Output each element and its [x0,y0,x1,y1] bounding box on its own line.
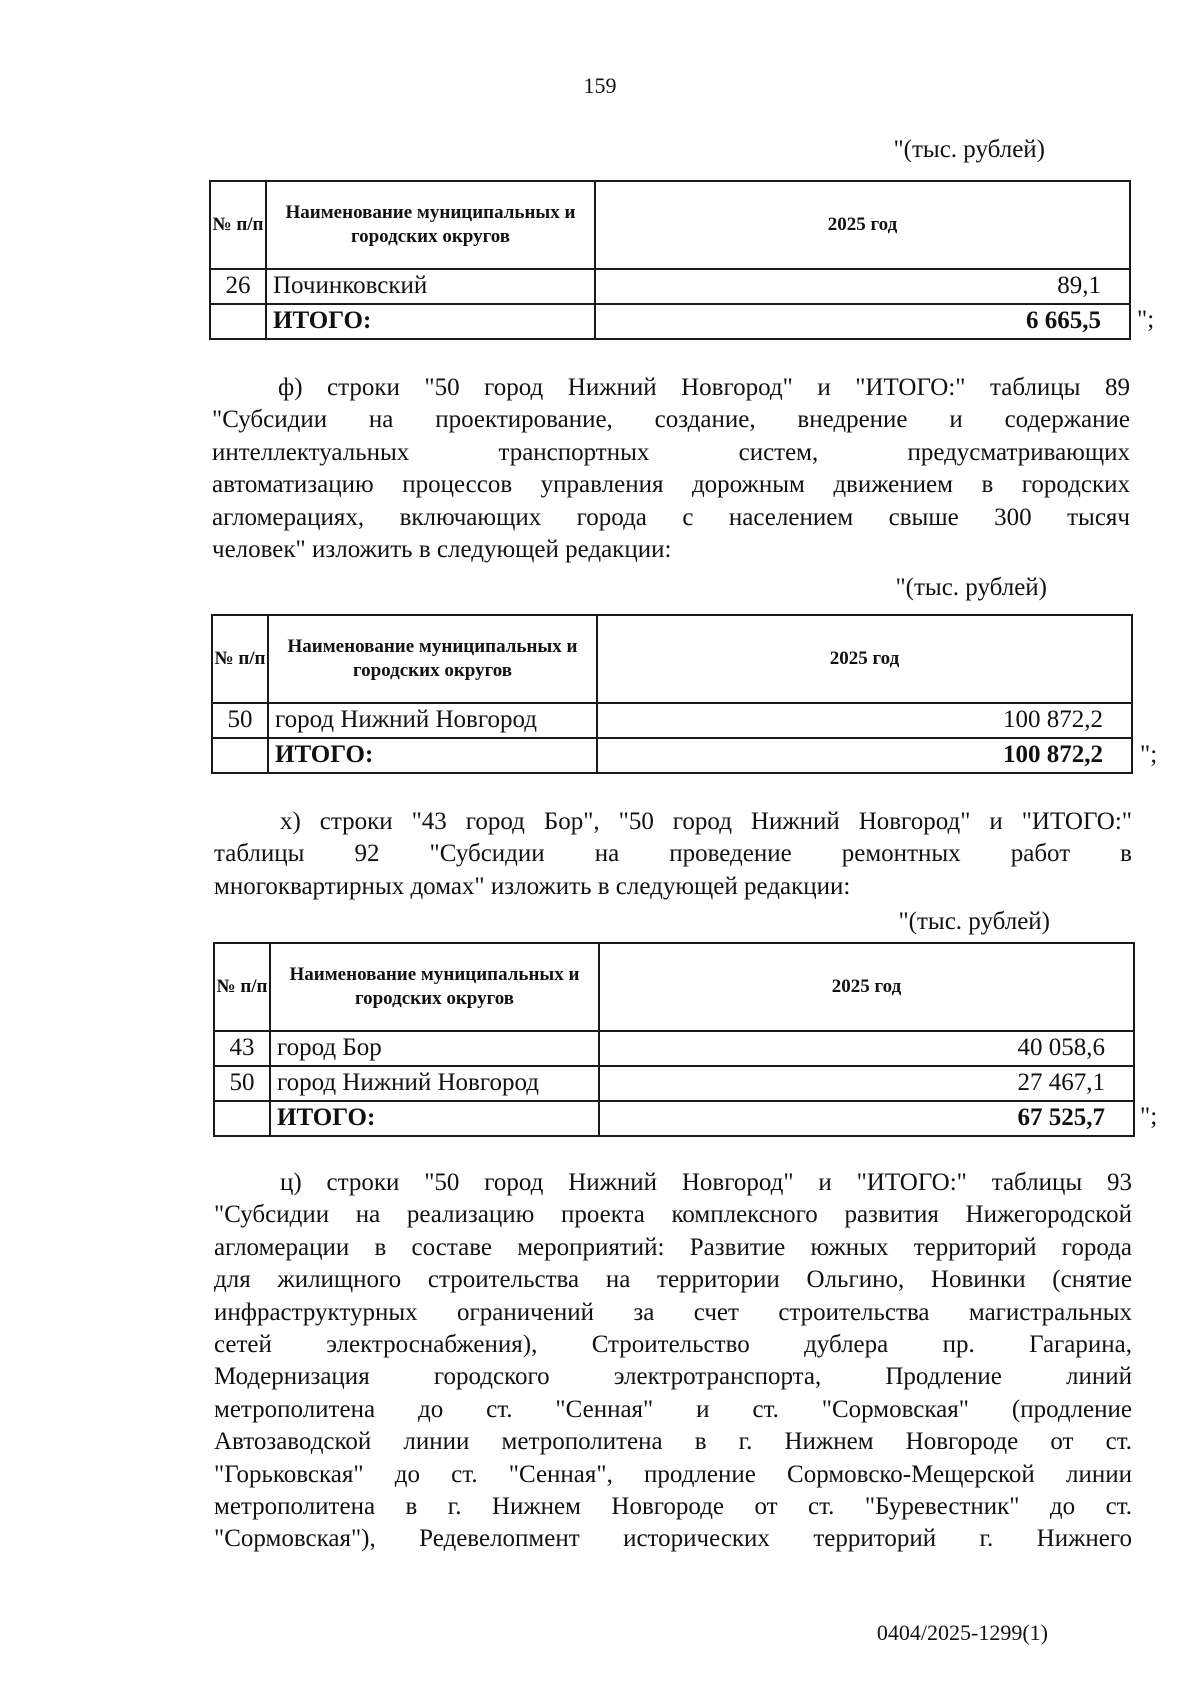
total-row [212,738,1132,773]
header-name: Наименование муниципальных и городских округов [268,615,597,703]
page-number: 159 [583,73,617,98]
paragraph-line: сетей электроснабжения), Строительство дублера пр. Гагарина, [214,1330,1132,1358]
row-num: 50 [214,1066,270,1101]
total-num-cell [210,304,266,339]
row-value: 40 058,6 [599,1031,1134,1066]
total-label: ИТОГО: [268,738,597,773]
subsidy-table-2 [211,614,1133,774]
subsidy-table-1 [209,180,1131,340]
paragraph-line: ф) строки "50 город Нижний Новгород" и "ИТОГО:" таблицы 89 [278,374,1130,401]
paragraph-line: для жилищного строительства на территории Ольгино, Новинки (снятие [214,1266,1132,1294]
paragraph-kh [214,806,1132,903]
row-value: 100 872,2 [597,703,1132,738]
paragraph-line: многоквартирных домах" изложить в следующей редакции: [214,872,851,900]
header-name: Наименование муниципальных и городских округов [270,943,599,1031]
document-code: 0404/2025-1299(1) [876,1620,1048,1645]
header-year: 2025 год [595,181,1130,269]
paragraph-f [212,372,1130,566]
header-year: 2025 год [597,615,1132,703]
paragraph-line: "Субсидии на реализацию проекта комплексного развития Нижегородской [214,1201,1132,1229]
units-label: "(тыс. рублей) [895,574,1047,601]
header-name: Наименование муниципальных и городских округов [266,181,595,269]
table-row [214,1066,1134,1101]
table-closing-mark: "; [1140,741,1158,768]
total-value: 67 525,7 [599,1101,1134,1136]
paragraph-line: "Сормовская"), Редевелопмент исторических территорий г. Нижнего [214,1525,1132,1553]
paragraph-line: таблицы 92 "Субсидии на проведение ремонтных работ в [214,840,1132,868]
paragraph-ts [214,1167,1132,1556]
paragraph-line: интеллектуальных транспортных систем, предусматривающих [212,438,1130,466]
units-label: "(тыс. рублей) [898,908,1050,935]
total-row [214,1101,1134,1136]
header-num: № п/п [212,615,268,703]
paragraph-line: метрополитена в г. Нижнем Новгороде от ст. "Буревестник" до ст. [214,1492,1132,1520]
table-row [214,1031,1134,1066]
paragraph-line: метрополитена до ст. "Сенная" и ст. "Сормовская" (продление [214,1395,1132,1423]
paragraph-line: автоматизацию процессов управления дорожным движением в городских [212,471,1130,499]
table-row [212,703,1132,738]
header-num: № п/п [210,181,266,269]
row-num: 50 [212,703,268,738]
row-num: 43 [214,1031,270,1066]
paragraph-line: х) строки "43 город Бор", "50 город Нижний Новгород" и "ИТОГО:" [280,808,1132,835]
table-row [210,269,1130,304]
row-name: город Бор [270,1031,599,1066]
row-name: Починковский [266,269,595,304]
table-closing-mark: "; [1140,1103,1158,1130]
total-value: 6 665,5 [595,304,1130,339]
units-label: "(тыс. рублей) [893,136,1045,163]
table-header-row [214,943,1134,1031]
total-num-cell [214,1101,270,1136]
paragraph-line: человек" изложить в следующей редакции: [212,535,672,563]
header-num: № п/п [214,943,270,1031]
paragraph-line: инфраструктурных ограничений за счет строительства магистральных [214,1298,1132,1326]
row-num: 26 [210,269,266,304]
paragraph-line: Автозаводской линии метрополитена в г. Нижнем Новгороде от ст. [214,1428,1132,1456]
total-num-cell [212,738,268,773]
paragraph-line: "Горьковская" до ст. "Сенная", продление Сормовско-Мещерской линии [214,1460,1132,1488]
table-header-row [212,615,1132,703]
total-label: ИТОГО: [266,304,595,339]
total-label: ИТОГО: [270,1101,599,1136]
table-closing-mark: "; [1137,306,1155,333]
row-name: город Нижний Новгород [270,1066,599,1101]
row-value: 27 467,1 [599,1066,1134,1101]
total-row [210,304,1130,339]
subsidy-table-3 [213,942,1135,1137]
paragraph-line: "Субсидии на проектирование, создание, внедрение и содержание [212,406,1130,434]
header-year: 2025 год [599,943,1134,1031]
row-value: 89,1 [595,269,1130,304]
paragraph-line: Модернизация городского электротранспорта, Продление линий [214,1363,1132,1391]
row-name: город Нижний Новгород [268,703,597,738]
paragraph-line: агломерации в составе мероприятий: Развитие южных территорий города [214,1233,1132,1261]
paragraph-line: агломерациях, включающих города с населением свыше 300 тысяч [212,503,1130,531]
paragraph-line: ц) строки "50 город Нижний Новгород" и "ИТОГО:" таблицы 93 [280,1169,1132,1196]
table-header-row [210,181,1130,269]
total-value: 100 872,2 [597,738,1132,773]
